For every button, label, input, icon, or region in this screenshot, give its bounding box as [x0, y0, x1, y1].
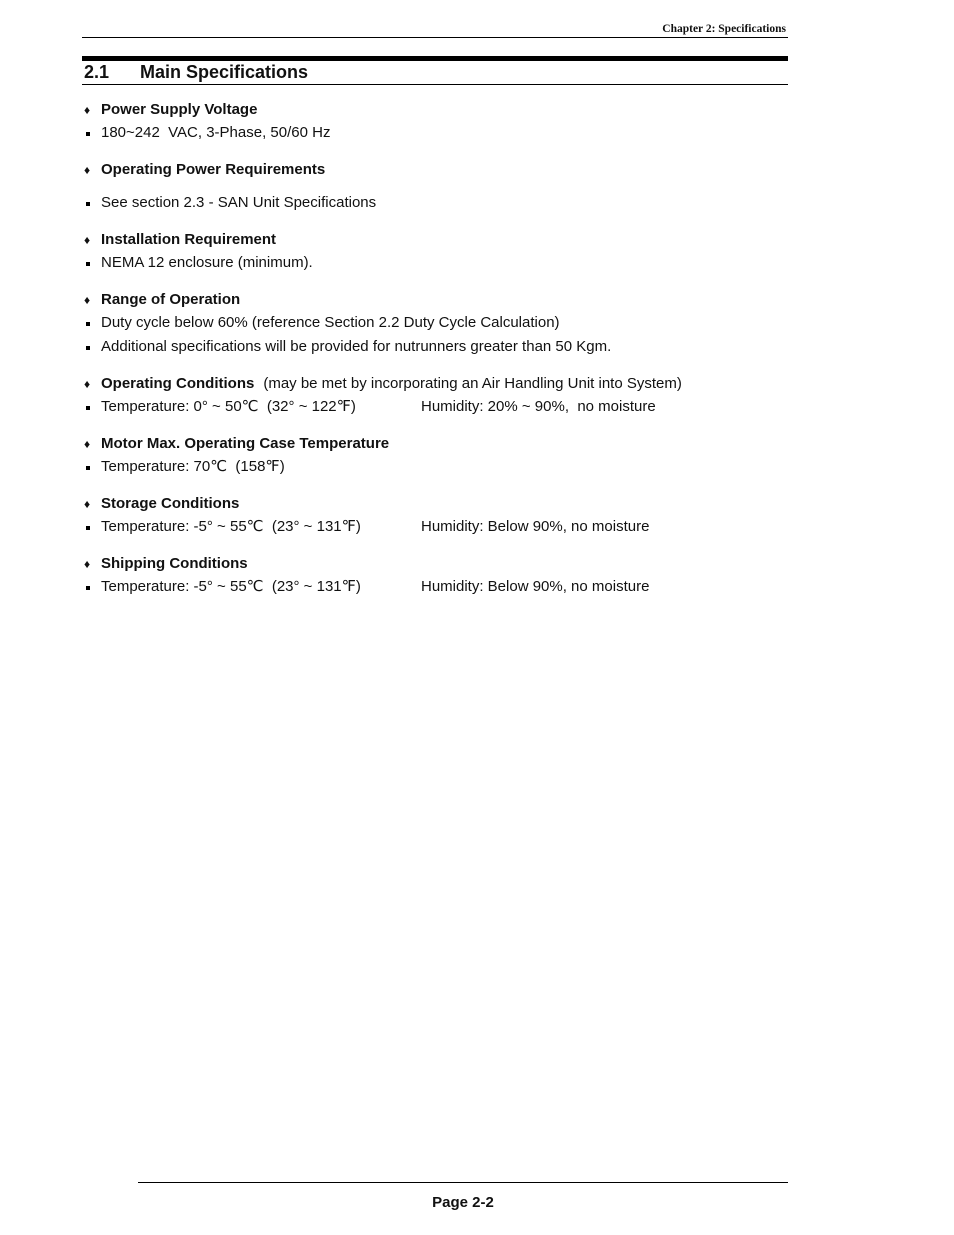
- spec-title: Installation Requirement: [101, 231, 277, 248]
- spec-group: [84, 493, 784, 539]
- spec-item-text: Additional specifications will be provided for nutrunners greater than 50 Kgm.: [101, 338, 612, 355]
- spec-group-title: [84, 493, 784, 515]
- spec-group: [84, 289, 784, 359]
- footer-rule: [138, 1182, 788, 1183]
- spec-item: [84, 455, 784, 479]
- spec-title: Power Supply Voltage: [101, 101, 258, 118]
- square-bullet-icon: [84, 121, 101, 145]
- diamond-bullet-icon: ♦: [84, 437, 91, 451]
- spec-group-title: [84, 289, 784, 311]
- spec-group-title: [84, 433, 784, 455]
- spec-group-title: [84, 99, 784, 121]
- square-bullet-icon: [84, 335, 101, 359]
- section-bar: [82, 56, 788, 61]
- spec-item-humidity: Humidity: Below 90%, no moisture: [421, 518, 650, 535]
- spec-item: [84, 575, 784, 599]
- spec-title: Storage Conditions: [101, 495, 240, 512]
- diamond-bullet-icon: ♦: [84, 557, 91, 571]
- square-bullet-icon: [84, 515, 101, 539]
- spec-group-title: [84, 229, 784, 251]
- spec-item-humidity: Humidity: Below 90%, no moisture: [421, 578, 650, 595]
- spec-item: [84, 335, 784, 359]
- diamond-bullet-icon: ♦: [84, 103, 91, 117]
- spec-item-text: Temperature: 70℃ (158℉): [101, 458, 285, 475]
- spec-group: [84, 553, 784, 599]
- spec-title: Range of Operation: [101, 291, 241, 308]
- spec-title: Shipping Conditions: [101, 555, 248, 572]
- section-number: 2.1: [84, 62, 110, 82]
- spec-item: [84, 251, 784, 275]
- spec-item-text: Temperature: 0° ~ 50℃ (32° ~ 122℉): [101, 398, 356, 415]
- diamond-bullet-icon: ♦: [84, 233, 91, 247]
- spec-item: [84, 191, 784, 215]
- spec-item-text: Temperature: -5° ~ 55℃ (23° ~ 131℉): [101, 578, 361, 595]
- square-bullet-icon: [84, 575, 101, 599]
- spec-group-title: [84, 373, 784, 395]
- section-heading: [84, 62, 308, 83]
- spec-item-text: 180~242 VAC, 3-Phase, 50/60 Hz: [101, 124, 331, 141]
- spec-item-text: Duty cycle below 60% (reference Section 2.2 Duty Cycle Calculation): [101, 314, 560, 331]
- spec-group-title: [84, 159, 784, 181]
- header-rule: [82, 37, 788, 38]
- spec-title: Operating Conditions: [101, 375, 255, 392]
- section-title: Main Specifications: [140, 62, 309, 82]
- spec-item: [84, 311, 784, 335]
- square-bullet-icon: [84, 251, 101, 275]
- spec-item-text: See section 2.3 - SAN Unit Specifications: [101, 194, 377, 211]
- spec-title-note: (may be met by incorporating an Air Handling Unit into System): [263, 375, 682, 392]
- diamond-bullet-icon: ♦: [84, 163, 91, 177]
- diamond-bullet-icon: ♦: [84, 293, 91, 307]
- square-bullet-icon: [84, 395, 101, 419]
- spec-group: [84, 99, 784, 145]
- square-bullet-icon: [84, 311, 101, 335]
- square-bullet-icon: [84, 191, 101, 215]
- running-header: Chapter 2: Specifications: [662, 23, 786, 35]
- page-number: Page 2-2: [432, 1194, 494, 1211]
- section-rule: [82, 84, 788, 85]
- spec-list: [84, 99, 784, 613]
- spec-item-text: Temperature: -5° ~ 55℃ (23° ~ 131℉): [101, 518, 361, 535]
- spec-group-title: [84, 553, 784, 575]
- spec-title: Operating Power Requirements: [101, 161, 326, 178]
- spec-group: [84, 229, 784, 275]
- diamond-bullet-icon: ♦: [84, 497, 91, 511]
- spec-group: [84, 159, 784, 215]
- spec-item-humidity: Humidity: 20% ~ 90%, no moisture: [421, 398, 656, 415]
- spec-item: [84, 395, 784, 419]
- spec-group: [84, 433, 784, 479]
- spec-item: [84, 121, 784, 145]
- spec-group: [84, 373, 784, 419]
- spec-item: [84, 515, 784, 539]
- spec-item-text: NEMA 12 enclosure (minimum).: [101, 254, 313, 271]
- square-bullet-icon: [84, 455, 101, 479]
- spec-title: Motor Max. Operating Case Temperature: [101, 435, 390, 452]
- diamond-bullet-icon: ♦: [84, 377, 91, 391]
